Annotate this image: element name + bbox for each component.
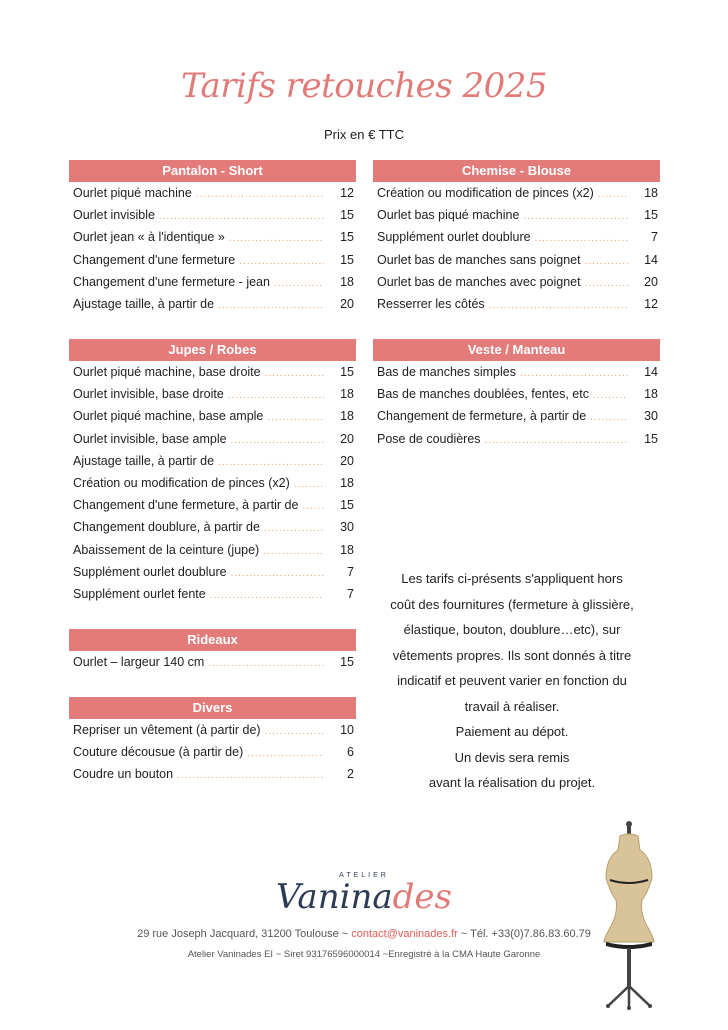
note-line: Un devis sera remis: [454, 749, 570, 765]
item-price: 15: [340, 230, 354, 245]
item-price: 15: [340, 208, 354, 223]
pricing-note: [362, 566, 662, 796]
item-price: 7: [347, 586, 354, 601]
dot-leader: [585, 251, 628, 273]
price-row: [73, 226, 354, 248]
item-label: Ourlet piqué machine, base droite: [73, 365, 261, 379]
page-title: Tarifs retouches 2025: [180, 66, 548, 106]
dot-leader: [196, 184, 324, 206]
price-row: [377, 226, 658, 248]
price-row: [73, 516, 354, 538]
price-row: [377, 204, 658, 226]
section-chemise-blouse: [373, 160, 660, 315]
price-row: [73, 361, 354, 383]
item-label: Ourlet piqué machine, base ample: [73, 409, 264, 424]
item-price: 7: [347, 564, 354, 579]
item-label: Supplément ourlet doublure: [377, 230, 531, 245]
address-text: 29 rue Joseph Jacquard, 31200 Toulouse ~: [137, 928, 352, 940]
price-row: [377, 293, 658, 315]
section-header: Veste / Manteau: [373, 339, 660, 361]
item-price: 15: [340, 655, 354, 669]
dot-leader: [265, 363, 324, 385]
price-row: [73, 741, 354, 763]
section-header: Rideaux: [69, 629, 356, 651]
dot-leader: [585, 273, 628, 295]
item-price: 20: [340, 431, 354, 446]
item-price: 7: [651, 230, 658, 245]
price-row: [73, 472, 354, 494]
price-row: [73, 494, 354, 516]
dot-leader: [489, 295, 628, 317]
price-row: [73, 561, 354, 583]
dot-leader: [264, 518, 324, 540]
item-label: Bas de manches doublées, fentes, etc: [377, 387, 589, 402]
logo-atelier-text: ATELIER: [339, 872, 389, 879]
item-label: Couture décousue (à partir de): [73, 745, 244, 760]
item-price: 15: [644, 431, 658, 446]
price-row: [73, 583, 354, 605]
note-line: travail à réaliser.: [464, 698, 560, 714]
item-label: Ourlet jean « à l'identique »: [73, 230, 225, 245]
price-row: [73, 204, 354, 226]
price-row: [73, 719, 354, 741]
price-row: [73, 249, 354, 271]
section-header: Jupes / Robes: [69, 339, 356, 361]
item-price: 18: [340, 475, 354, 490]
dot-leader: [302, 496, 324, 518]
dot-leader: [228, 385, 324, 407]
item-price: 2: [347, 767, 354, 782]
item-price: 18: [340, 409, 354, 424]
price-row: [377, 428, 658, 450]
price-row: [73, 651, 354, 673]
item-price: 12: [644, 296, 658, 311]
item-label: Resserrer les côtés: [377, 296, 485, 311]
price-row: [73, 293, 354, 315]
item-price: 30: [644, 409, 658, 424]
dot-leader: [265, 721, 324, 743]
section-rideaux: [69, 629, 356, 673]
dot-leader: [208, 653, 324, 675]
dot-leader: [229, 228, 324, 250]
dot-leader: [485, 430, 628, 452]
item-price: 18: [340, 542, 354, 557]
item-label: Changement de fermeture, à partir de: [377, 409, 587, 424]
price-row: [73, 405, 354, 427]
item-label: Changement d'une fermeture: [73, 252, 236, 267]
dot-leader: [274, 273, 324, 295]
item-price: 10: [340, 723, 354, 737]
item-price: 20: [644, 274, 658, 289]
dot-leader: [523, 206, 628, 228]
item-price: 20: [340, 453, 354, 468]
note-line: coût des fournitures (fermeture à glissière,: [390, 596, 634, 612]
price-row: [73, 182, 354, 204]
dress-form-icon: [596, 820, 662, 1010]
dot-leader: [294, 474, 324, 496]
section-veste-manteau: [373, 339, 660, 450]
item-label: Création ou modification de pinces (x2): [377, 186, 594, 200]
item-label: Ourlet piqué machine: [73, 186, 192, 200]
item-price: 15: [340, 365, 354, 379]
dot-leader: [218, 452, 324, 474]
section-header: Chemise - Blouse: [373, 160, 660, 182]
dot-leader: [159, 206, 324, 228]
footer-legal: Atelier Vaninades EI ~ Siret 93176596000014 ~Enregistré à la CMA Haute Garonne: [187, 949, 541, 960]
item-price: 18: [340, 274, 354, 289]
item-label: Changement doublure, à partir de: [73, 520, 260, 535]
dot-leader: [231, 563, 324, 585]
item-price: 15: [340, 252, 354, 267]
dot-leader: [267, 407, 324, 429]
price-row: [73, 539, 354, 561]
item-label: Pose de coudières: [377, 431, 481, 446]
price-row: [73, 383, 354, 405]
item-label: Ourlet invisible, base ample: [73, 431, 227, 446]
item-price: 18: [340, 387, 354, 402]
price-row: [377, 271, 658, 293]
dot-leader: [218, 295, 324, 317]
item-label: Ourlet – largeur 140 cm: [73, 655, 205, 669]
price-row: [73, 428, 354, 450]
item-label: Supplément ourlet doublure: [73, 564, 227, 579]
price-row: [377, 383, 658, 405]
dot-leader: [263, 541, 324, 563]
item-price: 18: [644, 186, 658, 200]
item-label: Coudre un bouton: [73, 767, 174, 782]
note-line: élastique, bouton, doublure…etc), sur: [403, 622, 621, 637]
item-price: 14: [644, 365, 658, 379]
dot-leader: [598, 184, 628, 206]
dot-leader: [247, 743, 324, 765]
price-row: [377, 405, 658, 427]
item-label: Ourlet bas de manches avec poignet: [377, 274, 581, 289]
dot-leader: [177, 765, 324, 787]
item-label: Ourlet invisible, base droite: [73, 387, 224, 402]
page-subtitle: Prix en € TTC: [324, 127, 404, 142]
item-price: 6: [347, 745, 354, 760]
item-label: Ourlet invisible: [73, 208, 155, 223]
item-label: Bas de manches simples: [377, 365, 516, 379]
item-price: 20: [340, 296, 354, 311]
section-header: Divers: [69, 697, 356, 719]
note-line: Les tarifs ci-présents s'appliquent hors: [401, 571, 623, 586]
dot-leader: [520, 363, 628, 385]
email-link[interactable]: contact@vaninades.fr: [351, 928, 458, 940]
item-label: Ajustage taille, à partir de: [73, 296, 215, 311]
section-pantalon-short: [69, 160, 356, 315]
item-label: Repriser un vêtement (à partir de): [73, 723, 261, 737]
logo-wordmark-part2: des: [392, 877, 452, 917]
note-line: Paiement au dépot.: [455, 724, 569, 739]
price-row: [377, 182, 658, 204]
item-label: Ajustage taille, à partir de: [73, 453, 215, 468]
item-label: Ourlet bas de manches sans poignet: [377, 252, 581, 267]
dot-leader: [239, 251, 324, 273]
note-line: indicatif et peuvent varier en fonction du: [397, 673, 627, 688]
item-label: Changement d'une fermeture - jean: [73, 274, 270, 289]
item-label: Création ou modification de pinces (x2): [73, 475, 290, 490]
item-price: 15: [340, 498, 354, 513]
dot-leader: [593, 385, 628, 407]
item-price: 30: [340, 520, 354, 535]
section-divers: [69, 697, 356, 786]
dot-leader: [535, 228, 628, 250]
section-jupes-robes: [69, 339, 356, 605]
price-row: [377, 249, 658, 271]
phone-text: ~ Tél. +33(0)7.86.83.60.79: [457, 928, 591, 940]
item-price: 14: [644, 252, 658, 267]
item-label: Changement d'une fermeture, à partir de: [73, 498, 299, 513]
section-header: Pantalon - Short: [69, 160, 356, 182]
item-price: 12: [340, 186, 354, 200]
item-label: Ourlet bas piqué machine: [377, 208, 520, 223]
dot-leader: [210, 585, 324, 607]
item-price: 15: [644, 208, 658, 223]
price-row: [73, 763, 354, 785]
note-line: avant la réalisation du projet.: [428, 775, 596, 790]
item-label: Supplément ourlet fente: [73, 586, 206, 601]
note-line: vêtements propres. Ils sont donnés à titre: [392, 647, 632, 663]
logo-wordmark-part1: Vanina: [276, 877, 393, 917]
price-row: [73, 271, 354, 293]
price-row: [377, 361, 658, 383]
price-row: [73, 450, 354, 472]
item-label: Abaissement de la ceinture (jupe): [73, 542, 260, 557]
item-price: 18: [644, 387, 658, 402]
dot-leader: [231, 430, 324, 452]
dot-leader: [590, 407, 628, 429]
